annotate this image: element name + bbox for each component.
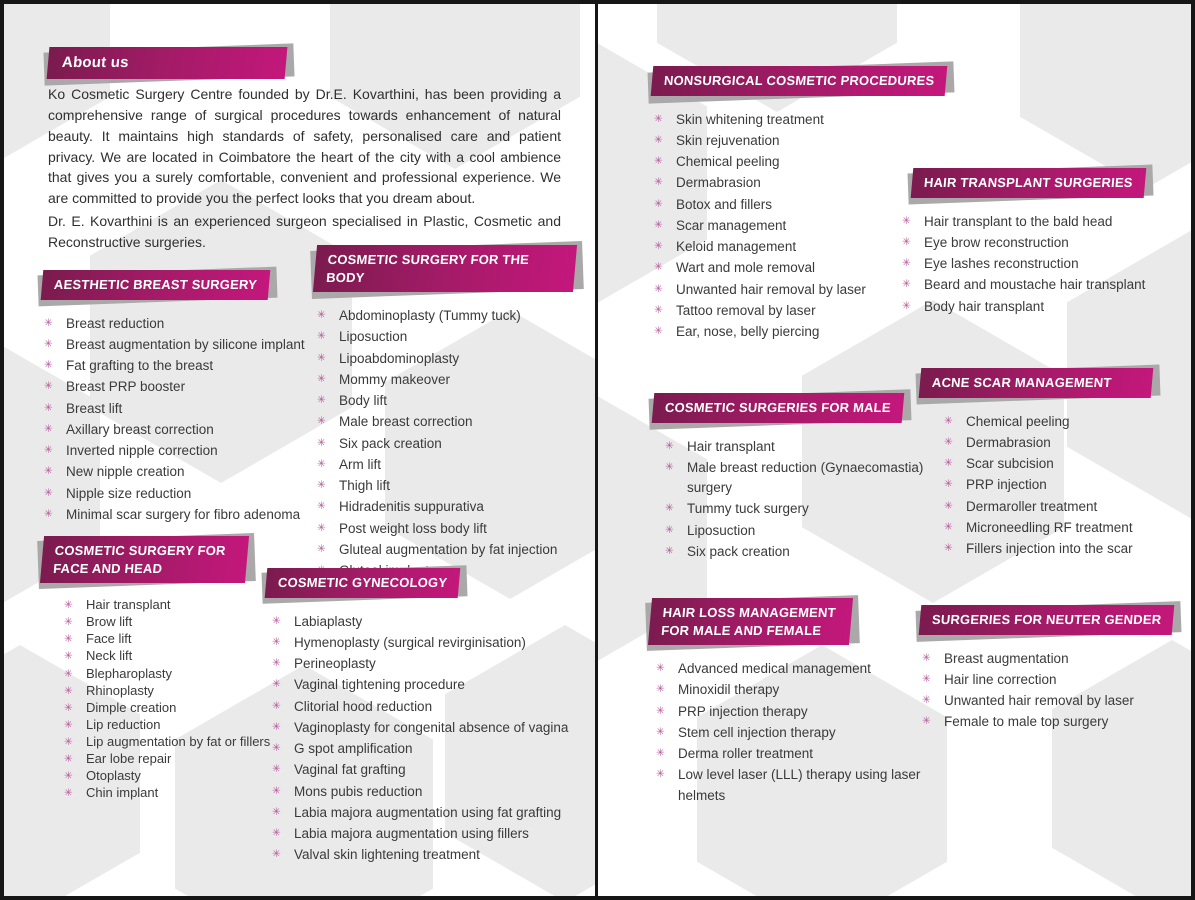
procedure-item-label: Skin whitening treatment <box>676 111 824 127</box>
section-title: HAIR LOSS MANAGEMENT FOR MALE AND FEMALE <box>648 598 853 645</box>
asterisk-bullet-icon: ✳ <box>654 282 663 295</box>
section-cosmetic-surgeries-male <box>653 393 953 563</box>
procedure-item <box>44 314 342 334</box>
procedure-item <box>665 542 953 562</box>
asterisk-bullet-icon: ✳ <box>272 848 281 861</box>
section-title: HAIR TRANSPLANT SURGERIES <box>911 168 1147 198</box>
procedure-item <box>656 659 945 679</box>
procedure-item-label: Female to male top surgery <box>944 714 1109 730</box>
procedure-item <box>944 433 1170 453</box>
procedure-item-label: Eye brow reconstruction <box>924 234 1069 250</box>
asterisk-bullet-icon: ✳ <box>272 805 281 818</box>
procedure-list <box>64 597 272 801</box>
asterisk-bullet-icon: ✳ <box>944 457 953 470</box>
asterisk-bullet-icon: ✳ <box>656 662 665 675</box>
asterisk-bullet-icon: ✳ <box>654 240 663 253</box>
asterisk-bullet-icon: ✳ <box>665 544 674 557</box>
asterisk-bullet-icon: ✳ <box>64 753 73 766</box>
procedure-item <box>944 475 1170 495</box>
procedure-item <box>272 697 581 717</box>
procedure-item-label: Mons pubis reduction <box>294 783 423 799</box>
procedure-item <box>44 356 342 376</box>
procedure-item <box>64 666 272 682</box>
about-header-ribbon <box>48 47 286 79</box>
procedure-item-label: Male breast correction <box>339 414 473 430</box>
procedure-item <box>44 399 342 419</box>
procedure-item <box>272 654 581 674</box>
procedure-item <box>656 765 945 806</box>
procedure-item-label: Chin implant <box>86 785 159 801</box>
asterisk-bullet-icon: ✳ <box>44 359 53 372</box>
asterisk-bullet-icon: ✳ <box>317 309 326 322</box>
section-cosmetic-gynecology <box>266 568 581 867</box>
section-title: ACNE SCAR MANAGEMENT <box>919 368 1154 398</box>
asterisk-bullet-icon: ✳ <box>272 657 281 670</box>
procedure-item-label: Breast reduction <box>66 315 165 331</box>
procedure-item-label: Scar subcision <box>966 456 1054 472</box>
asterisk-bullet-icon: ✳ <box>317 521 326 534</box>
procedure-item <box>64 751 272 767</box>
asterisk-bullet-icon: ✳ <box>317 415 326 428</box>
procedure-item-label: Ear, nose, belly piercing <box>676 324 820 340</box>
asterisk-bullet-icon: ✳ <box>64 787 73 800</box>
procedure-item-label: Breast lift <box>66 400 123 416</box>
asterisk-bullet-icon: ✳ <box>922 694 931 707</box>
asterisk-bullet-icon: ✳ <box>64 770 73 783</box>
procedure-item <box>272 675 581 695</box>
procedure-item-label: Face lift <box>86 631 132 647</box>
procedure-item <box>317 412 575 432</box>
procedure-item <box>317 434 575 454</box>
asterisk-bullet-icon: ✳ <box>44 337 53 350</box>
procedure-item-label: Ear lobe repair <box>86 751 172 767</box>
section-title: COSMETIC SURGERIES FOR MALE <box>652 393 904 423</box>
procedure-item-label: Post weight loss body lift <box>339 520 487 536</box>
procedure-item <box>64 614 272 630</box>
procedure-item-label: Dermabrasion <box>966 434 1051 450</box>
procedure-item <box>656 680 945 700</box>
asterisk-bullet-icon: ✳ <box>272 678 281 691</box>
procedure-item-label: Stem cell injection therapy <box>678 724 836 740</box>
procedure-item <box>64 768 272 784</box>
asterisk-bullet-icon: ✳ <box>317 372 326 385</box>
procedure-item-label: Lipoabdominoplasty <box>339 350 460 366</box>
procedure-item <box>272 739 581 759</box>
asterisk-bullet-icon: ✳ <box>902 299 911 312</box>
procedure-list <box>272 612 581 866</box>
asterisk-bullet-icon: ✳ <box>654 155 663 168</box>
procedure-list <box>902 212 1195 317</box>
procedure-item-label: Low level laser (LLL) therapy using laser helmets <box>678 767 921 803</box>
procedure-item <box>902 254 1195 274</box>
procedure-item-label: Liposuction <box>339 329 408 345</box>
procedure-item-label: Mommy makeover <box>339 371 451 387</box>
procedure-item-label: Lip reduction <box>86 716 161 732</box>
procedure-item-label: Abdominoplasty (Tummy tuck) <box>339 308 521 324</box>
asterisk-bullet-icon: ✳ <box>272 720 281 733</box>
asterisk-bullet-icon: ✳ <box>64 701 73 714</box>
procedure-item <box>64 734 272 750</box>
procedure-item-label: Breast augmentation <box>944 650 1069 666</box>
asterisk-bullet-icon: ✳ <box>656 768 665 781</box>
section-title: COSMETIC SURGERY FOR THE BODY <box>313 245 577 292</box>
procedure-item <box>656 744 945 764</box>
procedure-item <box>272 633 581 653</box>
procedure-item <box>44 377 342 397</box>
asterisk-bullet-icon: ✳ <box>654 261 663 274</box>
asterisk-bullet-icon: ✳ <box>64 667 73 680</box>
procedure-item <box>944 454 1170 474</box>
asterisk-bullet-icon: ✳ <box>64 633 73 646</box>
procedure-item <box>272 612 581 632</box>
asterisk-bullet-icon: ✳ <box>317 457 326 470</box>
asterisk-bullet-icon: ✳ <box>44 465 53 478</box>
procedure-item-label: Arm lift <box>339 456 381 472</box>
section-header-ribbon <box>912 168 1145 198</box>
asterisk-bullet-icon: ✳ <box>902 257 911 270</box>
procedure-item-label: Hair line correction <box>944 671 1057 687</box>
procedure-item <box>64 631 272 647</box>
procedure-item <box>272 845 581 865</box>
procedure-item <box>317 391 575 411</box>
procedure-item-label: Liposuction <box>687 522 756 538</box>
procedure-item-label: Thigh lift <box>339 478 391 494</box>
procedure-item-label: Dermaroller treatment <box>966 498 1098 514</box>
procedure-item-label: PRP injection therapy <box>678 703 808 719</box>
procedure-item <box>654 322 952 342</box>
procedure-item <box>272 803 581 823</box>
procedure-item-label: Hair transplant <box>86 597 171 613</box>
procedure-item <box>64 785 272 801</box>
procedure-item-label: Dermabrasion <box>676 175 761 191</box>
asterisk-bullet-icon: ✳ <box>654 325 663 338</box>
procedure-item-label: Chemical peeling <box>966 413 1070 429</box>
asterisk-bullet-icon: ✳ <box>902 235 911 248</box>
procedure-item <box>272 718 581 738</box>
asterisk-bullet-icon: ✳ <box>44 507 53 520</box>
asterisk-bullet-icon: ✳ <box>317 330 326 343</box>
asterisk-bullet-icon: ✳ <box>317 436 326 449</box>
section-title: SURGERIES FOR NEUTER GENDER <box>919 605 1175 635</box>
procedure-item <box>272 782 581 802</box>
asterisk-bullet-icon: ✳ <box>902 214 911 227</box>
procedure-item <box>654 110 952 130</box>
procedure-item-label: New nipple creation <box>66 464 185 480</box>
procedure-item-label: Lip augmentation by fat or fillers <box>86 733 271 749</box>
asterisk-bullet-icon: ✳ <box>317 351 326 364</box>
procedure-item-label: Derma roller treatment <box>678 746 814 762</box>
procedure-item-label: PRP injection <box>966 477 1047 493</box>
asterisk-bullet-icon: ✳ <box>654 112 663 125</box>
asterisk-bullet-icon: ✳ <box>944 478 953 491</box>
asterisk-bullet-icon: ✳ <box>656 725 665 738</box>
procedure-item <box>317 327 575 347</box>
section-title: COSMETIC GYNECOLOGY <box>265 568 461 598</box>
procedure-item <box>317 540 575 560</box>
page-left <box>0 0 597 900</box>
procedure-item <box>922 691 1185 711</box>
procedure-item-label: Axillary breast correction <box>66 421 214 437</box>
page-right <box>597 0 1195 900</box>
asterisk-bullet-icon: ✳ <box>317 542 326 555</box>
asterisk-bullet-icon: ✳ <box>944 435 953 448</box>
asterisk-bullet-icon: ✳ <box>272 742 281 755</box>
asterisk-bullet-icon: ✳ <box>64 650 73 663</box>
section-header-ribbon <box>920 368 1152 398</box>
asterisk-bullet-icon: ✳ <box>922 651 931 664</box>
procedure-item-label: Labiaplasty <box>294 613 363 629</box>
procedure-item-label: Minoxidil therapy <box>678 682 780 698</box>
procedure-item-label: Perineoplasty <box>294 656 376 672</box>
procedure-item-label: G spot amplification <box>294 741 413 757</box>
asterisk-bullet-icon: ✳ <box>64 616 73 629</box>
procedure-item <box>922 649 1185 669</box>
procedure-list <box>944 412 1170 560</box>
asterisk-bullet-icon: ✳ <box>922 715 931 728</box>
asterisk-bullet-icon: ✳ <box>44 401 53 414</box>
procedure-list <box>317 306 575 581</box>
procedure-item <box>902 275 1195 295</box>
procedure-item <box>317 497 575 517</box>
page-divider <box>595 0 598 900</box>
procedure-item <box>272 824 581 844</box>
asterisk-bullet-icon: ✳ <box>665 523 674 536</box>
asterisk-bullet-icon: ✳ <box>922 672 931 685</box>
procedure-item-label: Unwanted hair removal by laser <box>944 693 1134 709</box>
procedure-item <box>922 670 1185 690</box>
procedure-item-label: Keloid management <box>676 239 797 255</box>
asterisk-bullet-icon: ✳ <box>272 699 281 712</box>
procedure-item <box>665 521 953 541</box>
procedure-item <box>922 712 1185 732</box>
procedure-item <box>44 484 342 504</box>
procedure-item <box>317 306 575 326</box>
procedure-item <box>665 458 953 499</box>
procedure-item <box>317 370 575 390</box>
procedure-item-label: Hair transplant to the bald head <box>924 213 1113 229</box>
asterisk-bullet-icon: ✳ <box>272 784 281 797</box>
procedure-item-label: Neck lift <box>86 648 133 664</box>
section-cosmetic-surgery-body <box>315 245 575 582</box>
asterisk-bullet-icon: ✳ <box>656 747 665 760</box>
procedure-item <box>665 499 953 519</box>
procedure-item <box>44 441 342 461</box>
procedure-item <box>944 539 1170 559</box>
procedure-item-label: Fat grafting to the breast <box>66 358 214 374</box>
section-header-ribbon <box>42 536 247 583</box>
section-hair-transplant-surgeries <box>902 168 1195 318</box>
about-paragraph-2: Dr. E. Kovarthini is an experienced surgeon specialised in Plastic, Cosmetic and Reconstructive surgeries. <box>48 213 561 250</box>
procedure-list <box>656 659 945 806</box>
procedure-item-label: Botox and fillers <box>676 196 773 212</box>
section-header-ribbon <box>653 393 903 423</box>
procedure-item <box>64 683 272 699</box>
asterisk-bullet-icon: ✳ <box>944 520 953 533</box>
asterisk-bullet-icon: ✳ <box>944 499 953 512</box>
asterisk-bullet-icon: ✳ <box>317 394 326 407</box>
procedure-item-label: Unwanted hair removal by laser <box>676 281 866 297</box>
procedure-item <box>44 335 342 355</box>
procedure-item <box>944 497 1170 517</box>
procedure-item-label: Tattoo removal by laser <box>676 302 816 318</box>
procedure-item <box>944 518 1170 538</box>
procedure-item-label: Scar management <box>676 217 787 233</box>
asterisk-bullet-icon: ✳ <box>64 599 73 612</box>
section-surgeries-neuter-gender <box>920 605 1185 734</box>
asterisk-bullet-icon: ✳ <box>64 735 73 748</box>
section-header-ribbon <box>650 598 851 645</box>
procedure-item <box>64 700 272 716</box>
procedure-item <box>317 519 575 539</box>
procedure-item-label: Advanced medical management <box>678 661 871 677</box>
procedure-item-label: Chemical peeling <box>676 154 780 170</box>
procedure-item-label: Valval skin lightening treatment <box>294 847 480 863</box>
asterisk-bullet-icon: ✳ <box>654 197 663 210</box>
asterisk-bullet-icon: ✳ <box>44 422 53 435</box>
procedure-list <box>44 314 342 526</box>
procedure-item <box>656 702 945 722</box>
asterisk-bullet-icon: ✳ <box>656 704 665 717</box>
procedure-item <box>902 297 1195 317</box>
section-aesthetic-breast-surgery <box>42 270 342 526</box>
asterisk-bullet-icon: ✳ <box>317 500 326 513</box>
procedure-item-label: Skin rejuvenation <box>676 132 780 148</box>
procedure-item-label: Tummy tuck surgery <box>687 501 809 517</box>
asterisk-bullet-icon: ✳ <box>44 444 53 457</box>
procedure-item-label: Vaginal fat grafting <box>294 762 406 778</box>
asterisk-bullet-icon: ✳ <box>44 380 53 393</box>
procedure-item <box>272 760 581 780</box>
procedure-item <box>665 437 953 457</box>
asterisk-bullet-icon: ✳ <box>665 460 674 473</box>
procedure-item-label: Labia majora augmentation using fat grafting <box>294 804 562 820</box>
procedure-item <box>902 233 1195 253</box>
section-hair-loss-management <box>650 598 945 807</box>
asterisk-bullet-icon: ✳ <box>317 479 326 492</box>
section-title: NONSURGICAL COSMETIC PROCEDURES <box>651 66 948 96</box>
procedure-item-label: Hair transplant <box>687 438 775 454</box>
procedure-item <box>64 597 272 613</box>
procedure-item-label: Minimal scar surgery for fibro adenoma <box>66 506 301 522</box>
procedure-item-label: Microneedling RF treatment <box>966 519 1133 535</box>
section-header-ribbon <box>652 66 946 96</box>
asterisk-bullet-icon: ✳ <box>272 827 281 840</box>
section-header-ribbon <box>315 245 575 292</box>
procedure-item <box>654 152 952 172</box>
procedure-item-label: Vaginal tightening procedure <box>294 677 465 693</box>
asterisk-bullet-icon: ✳ <box>64 684 73 697</box>
section-header-ribbon <box>266 568 459 598</box>
section-title: AESTHETIC BREAST SURGERY <box>41 270 271 300</box>
procedure-item <box>44 462 342 482</box>
procedure-item-label: Rhinoplasty <box>86 682 154 698</box>
asterisk-bullet-icon: ✳ <box>902 278 911 291</box>
procedure-item <box>317 455 575 475</box>
procedure-item <box>656 723 945 743</box>
section-title: COSMETIC SURGERY FOR FACE AND HEAD <box>40 536 249 583</box>
procedure-item-label: Blepharoplasty <box>86 665 172 681</box>
about-section <box>48 47 286 79</box>
asterisk-bullet-icon: ✳ <box>654 133 663 146</box>
procedure-item-label: Body lift <box>339 393 388 409</box>
procedure-item <box>944 412 1170 432</box>
section-header-ribbon <box>42 270 269 300</box>
procedure-item <box>64 648 272 664</box>
asterisk-bullet-icon: ✳ <box>44 486 53 499</box>
asterisk-bullet-icon: ✳ <box>944 542 953 555</box>
procedure-item-label: Inverted nipple correction <box>66 443 218 459</box>
asterisk-bullet-icon: ✳ <box>665 502 674 515</box>
procedure-item-label: Body hair transplant <box>924 298 1045 314</box>
procedure-list <box>665 437 953 563</box>
procedure-item-label: Wart and mole removal <box>676 260 816 276</box>
procedure-item-label: Hidradenitis suppurativa <box>339 499 484 515</box>
procedure-item <box>317 349 575 369</box>
asterisk-bullet-icon: ✳ <box>944 414 953 427</box>
procedure-item-label: Brow lift <box>86 614 133 630</box>
procedure-item-label: Nipple size reduction <box>66 485 192 501</box>
about-paragraph-1: Ko Cosmetic Surgery Centre founded by Dr.E. Kovarthini, has been providing a comprehensive range of surgical procedures towards enhancement of natural beauty. It maintains high standards of safety, personalised care and patient privacy. We are located in Coimbatore the heart of the city with a cool ambience that gives you a surely comfortable, convenient and professional experience. We are committed to provide you the perfect looks that you dream about. <box>48 86 561 207</box>
hexagon-decoration <box>1020 0 1195 189</box>
procedure-item-label: Otoplasty <box>86 768 141 784</box>
section-header-ribbon <box>920 605 1173 635</box>
procedure-item-label: Vaginoplasty for congenital absence of vagina <box>294 719 569 735</box>
asterisk-bullet-icon: ✳ <box>656 683 665 696</box>
asterisk-bullet-icon: ✳ <box>654 218 663 231</box>
asterisk-bullet-icon: ✳ <box>272 635 281 648</box>
section-acne-scar-management <box>920 368 1170 560</box>
procedure-item-label: Clitorial hood reduction <box>294 698 433 714</box>
procedure-item-label: Gluteal augmentation by fat injection <box>339 541 558 557</box>
asterisk-bullet-icon: ✳ <box>654 176 663 189</box>
procedure-item <box>317 476 575 496</box>
procedure-list <box>922 649 1185 733</box>
asterisk-bullet-icon: ✳ <box>654 303 663 316</box>
about-title: About us <box>47 47 288 79</box>
procedure-item-label: Breast PRP booster <box>66 379 186 395</box>
procedure-item <box>654 131 952 151</box>
asterisk-bullet-icon: ✳ <box>44 316 53 329</box>
asterisk-bullet-icon: ✳ <box>665 439 674 452</box>
procedure-item-label: Labia majora augmentation using fillers <box>294 826 529 842</box>
procedure-item-label: Breast augmentation by silicone implant <box>66 336 305 352</box>
asterisk-bullet-icon: ✳ <box>272 763 281 776</box>
procedure-item-label: Six pack creation <box>687 543 790 559</box>
procedure-item <box>64 717 272 733</box>
procedure-item <box>902 212 1195 232</box>
procedure-item <box>44 420 342 440</box>
procedure-item <box>44 505 342 525</box>
asterisk-bullet-icon: ✳ <box>64 718 73 731</box>
procedure-item-label: Hymenoplasty (surgical revirginisation) <box>294 634 526 650</box>
procedure-item-label: Six pack creation <box>339 435 442 451</box>
asterisk-bullet-icon: ✳ <box>272 614 281 627</box>
procedure-item-label: Eye lashes reconstruction <box>924 256 1079 272</box>
section-cosmetic-surgery-face-head <box>42 536 272 802</box>
procedure-item-label: Dimple creation <box>86 699 177 715</box>
procedure-item-label: Beard and moustache hair transplant <box>924 277 1146 293</box>
procedure-item-label: Male breast reduction (Gynaecomastia) surgery <box>687 459 924 496</box>
procedure-item-label: Fillers injection into the scar <box>966 541 1133 557</box>
